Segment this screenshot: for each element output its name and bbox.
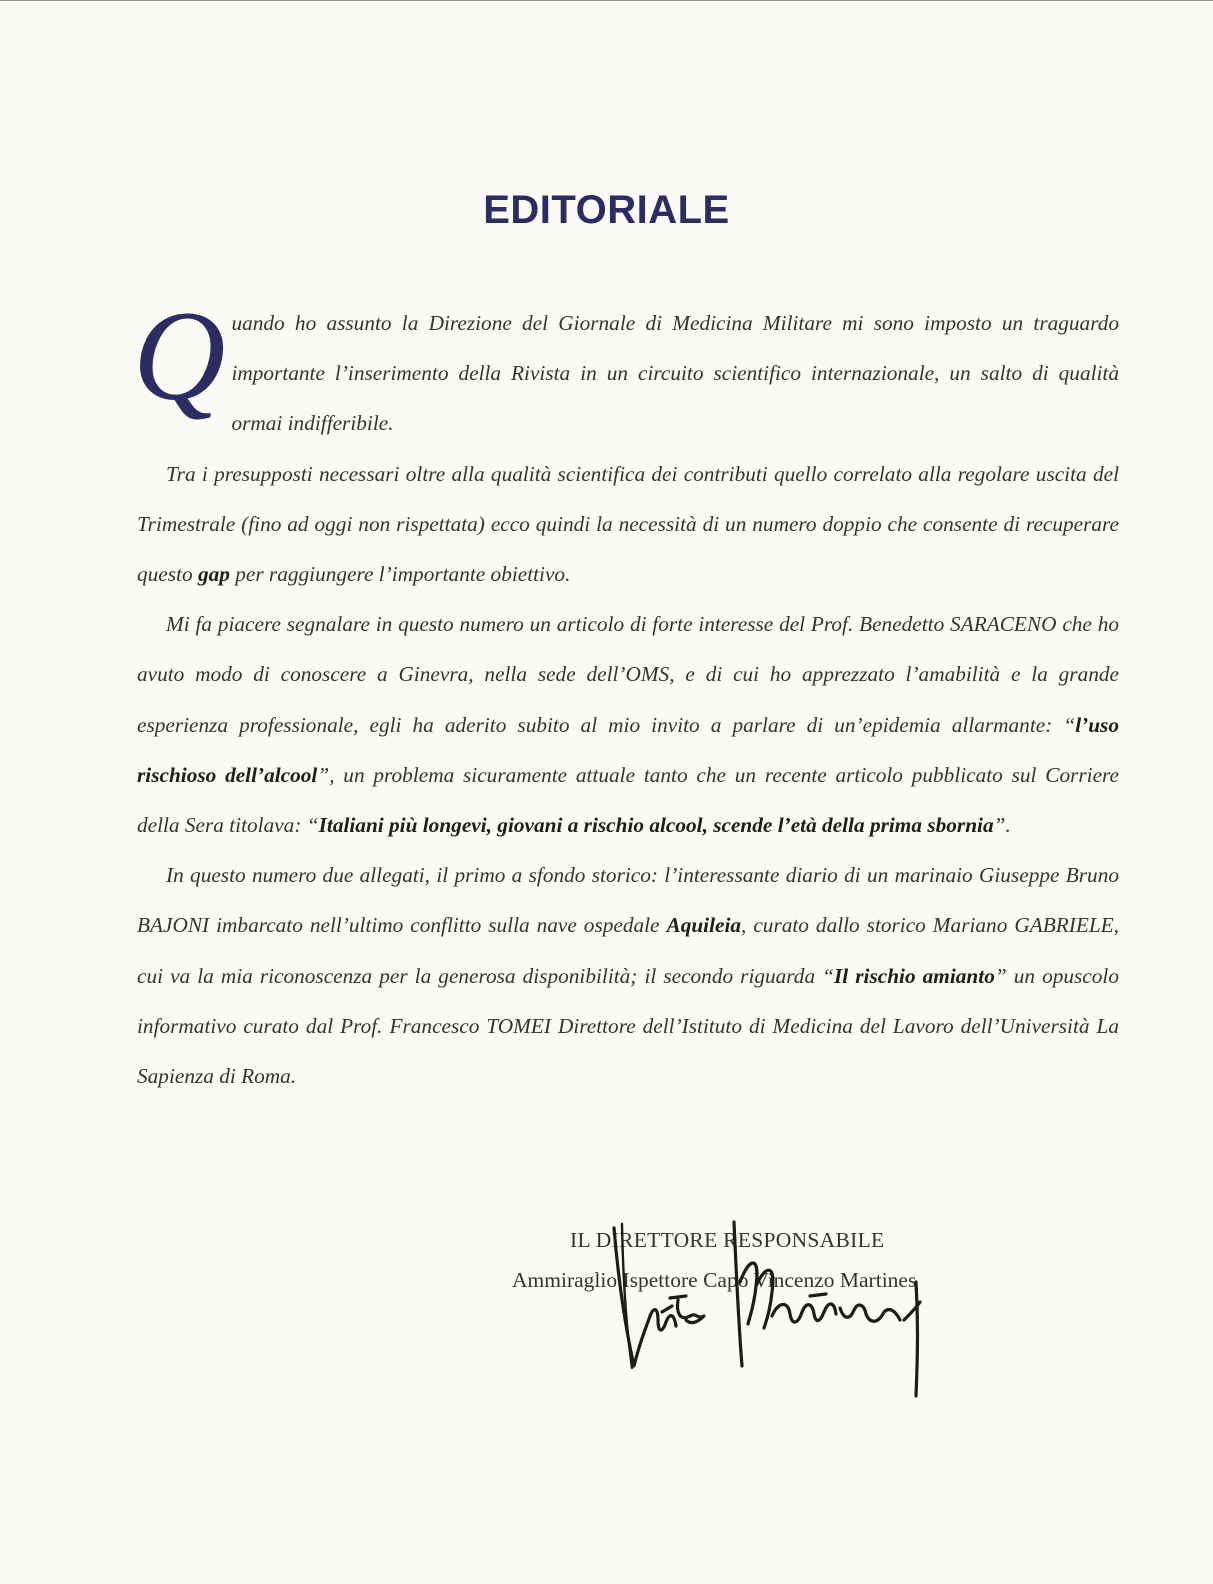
bold-ship-name: Aquileia bbox=[666, 913, 742, 938]
paragraph-text-run: Mi fa piacere segnalare in questo numero un articolo di forte interesse del Prof. Benedetto SARACENO che ho avuto modo di conoscere a Ginevra, nella sede dell’OMS, e di cui ho apprezzato l’amabilità e la grande esperienza professionale, egli ha aderito subito al mio invito a parlare di un’epidemia allarmante: “ bbox=[137, 612, 1119, 737]
bold-newspaper-headline: Italiani più longevi, giovani a rischio alcool, scende l’età della prima sbornia bbox=[318, 813, 994, 838]
page-title: EDITORIALE bbox=[483, 188, 730, 232]
signer-name: Ammiraglio Ispettore Capo Vincenzo Martines bbox=[512, 1268, 917, 1292]
paragraph-text-run: Tra i presupposti necessari oltre alla qualità scientifica dei contributi quello correlato alla regolare uscita del Trimestrale (fino ad oggi non rispettata) ecco quindi la necessità di un numero doppio che consente di recuperare questo bbox=[137, 461, 1119, 587]
paragraph-text-run: In questo numero due allegati, il primo a sfondo storico: l’interessante diario di un marinaio Giuseppe Bruno BAJONI imbarcato nell’ultimo conflitto sulla nave ospedale bbox=[137, 863, 1119, 938]
bold-article-title: l’uso rischioso dell’alcool bbox=[137, 712, 1119, 787]
paragraph-1-text: uando ho assunto la Direzione del Giornale di Medicina Militare mi sono imposto un traguardo importante l’inserimento della Rivista in un circuito scientifico internazionale, un salto di qualità ormai indifferibile. bbox=[231, 311, 1119, 436]
paragraph-4 bbox=[137, 850, 1119, 1101]
paragraph-text-run: ” un opuscolo informativo curato dal Prof. Francesco TOMEI Direttore dell’Istituto di Medicina del Lavoro dell’Università La Sapienza di Roma. bbox=[137, 963, 1119, 1089]
signature-stroke bbox=[916, 1282, 918, 1396]
paragraph-text-run: ”, un problema sicuramente attuale tanto che un recente articolo pubblicato sul Corriere della Sera titolava: “ bbox=[137, 762, 1119, 838]
handwritten-signature-icon bbox=[600, 1216, 940, 1406]
signature-stroke bbox=[772, 1294, 900, 1322]
editorial-body bbox=[133, 285, 1120, 1101]
signature-stroke bbox=[614, 1228, 650, 1366]
signer-role: IL DIRETTORE RESPONSABILE bbox=[570, 1228, 885, 1252]
signature-stroke bbox=[734, 1222, 742, 1366]
paragraph-1 bbox=[133, 285, 1119, 449]
paragraph-3 bbox=[137, 599, 1119, 850]
page-top-edge bbox=[0, 0, 1213, 1]
paragraph-text-run: per raggiungere l’importante obiettivo. bbox=[229, 562, 571, 587]
bold-term-gap: gap bbox=[197, 562, 230, 587]
bold-attachment-title: Il rischio amianto bbox=[834, 963, 995, 988]
drop-cap: Q bbox=[133, 285, 226, 427]
paragraph-2 bbox=[137, 449, 1119, 600]
signature-stroke bbox=[740, 1263, 773, 1328]
paragraph-text-run: ”. bbox=[993, 813, 1011, 838]
signature-stroke bbox=[650, 1296, 704, 1330]
paragraph-text-run: , curato dallo storico Mariano GABRIELE, cui va la mia riconoscenza per la generosa disponibilità; il secondo riguarda “ bbox=[137, 913, 1120, 988]
